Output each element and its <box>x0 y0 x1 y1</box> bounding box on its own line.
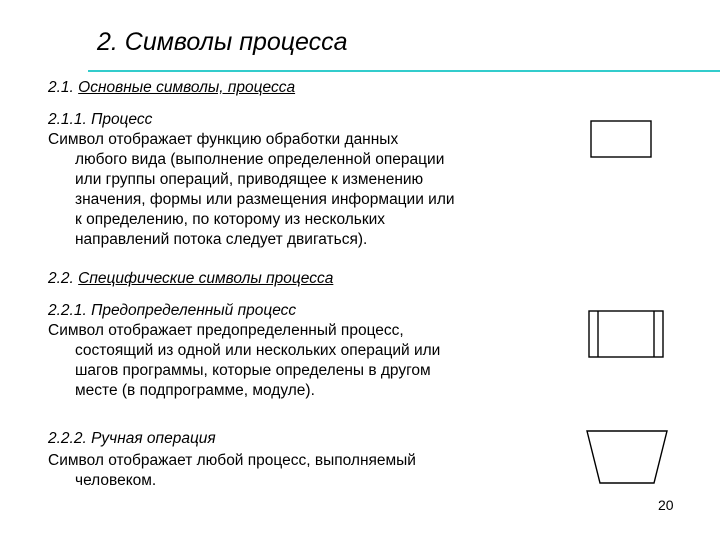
item-2-2-1-line: состоящий из одной или нескольких операций или <box>75 342 441 359</box>
predefined-process-symbol-icon <box>586 308 666 360</box>
item-2-1-1-line: Символ отображает функцию обработки данных <box>48 131 399 148</box>
process-symbol-icon <box>588 118 654 160</box>
item-2-2-1-line: шагов программы, которые определены в другом <box>75 362 431 379</box>
title-divider <box>88 70 720 72</box>
section-2-1-label: Основные символы, процесса <box>78 79 296 96</box>
section-2-1-number: 2.1. <box>48 79 74 96</box>
item-2-1-1-line: направлений потока следует двигаться). <box>75 231 368 248</box>
item-2-1-1-heading: 2.1.1. Процесс <box>48 111 153 128</box>
item-2-2-2-description <box>48 451 416 491</box>
manual-operation-symbol-icon <box>584 428 670 486</box>
item-2-2-1-description <box>48 321 440 401</box>
item-2-1-1-line: любого вида (выполнение определенной операции <box>75 151 445 168</box>
section-2-2-heading <box>48 269 333 289</box>
item-2-2-2-heading: 2.2.2. Ручная операция <box>48 430 216 447</box>
item-2-2-1-line: месте (в подпрограмме, модуле). <box>75 382 315 399</box>
item-2-1-1-line: к определению, по которому из нескольких <box>75 211 386 228</box>
page-number: 20 <box>658 497 674 513</box>
item-2-2-1-heading: 2.2.1. Предопределенный процесс <box>48 302 297 319</box>
page-title: 2. Символы процесса <box>97 28 348 56</box>
item-2-2-2-line: Символ отображает любой процесс, выполняемый <box>48 452 416 469</box>
section-2-2-label: Специфические символы процесса <box>78 270 334 287</box>
item-2-2-2-line: человеком. <box>75 472 157 489</box>
item-2-2-1-line: Символ отображает предопределенный процесс, <box>48 322 404 339</box>
item-2-1-1-line: или группы операций, приводящее к изменению <box>75 171 424 188</box>
item-2-1-1-description <box>48 130 455 250</box>
item-2-1-1-line: значения, формы или размещения информации или <box>75 191 455 208</box>
section-2-2-number: 2.2. <box>48 270 74 287</box>
section-2-1-heading <box>48 78 295 98</box>
